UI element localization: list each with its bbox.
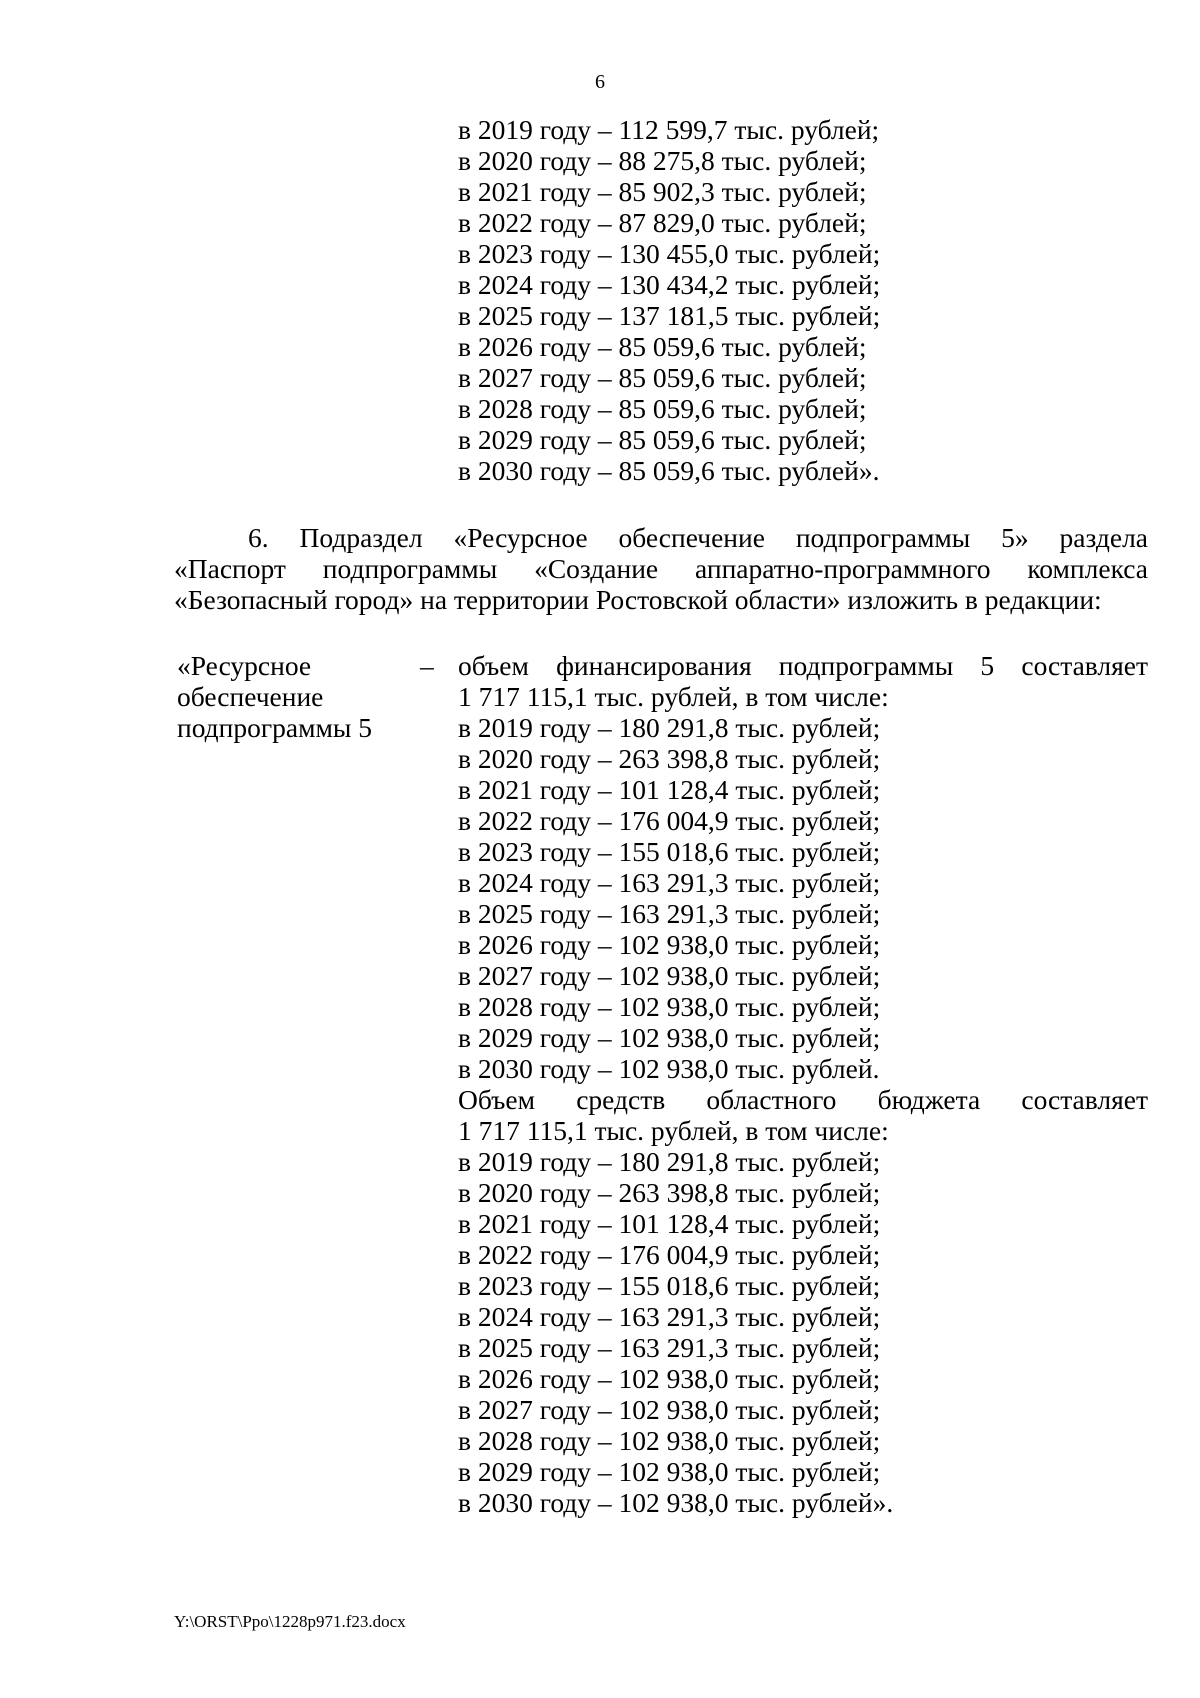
funding-line: в 2021 году – 85 902,3 тыс. рублей; bbox=[458, 176, 867, 207]
paragraph-line: «Паспорт подпрограммы «Создание аппаратно-программного комплекса bbox=[174, 553, 1148, 584]
funding-line: в 2026 году – 102 938,0 тыс. рублей; bbox=[458, 1363, 881, 1394]
funding-list-previous bbox=[458, 114, 880, 486]
funding-line: в 2028 году – 102 938,0 тыс. рублей; bbox=[458, 991, 881, 1022]
funding-line: в 2029 году – 102 938,0 тыс. рублей; bbox=[458, 1022, 881, 1053]
total-funding-amount: 1 717 115,1 тыс. рублей, в том числе: bbox=[458, 681, 889, 712]
funding-line: в 2028 году – 85 059,6 тыс. рублей; bbox=[458, 393, 867, 424]
funding-line: в 2022 году – 176 004,9 тыс. рублей; bbox=[458, 1239, 881, 1270]
file-path-footer: Y:\ORST\Ppo\1228p971.f23.docx bbox=[174, 1612, 406, 1631]
funding-line: в 2020 году – 263 398,8 тыс. рублей; bbox=[458, 743, 881, 774]
funding-line: в 2026 году – 102 938,0 тыс. рублей; bbox=[458, 929, 881, 960]
funding-line: в 2029 году – 85 059,6 тыс. рублей; bbox=[458, 424, 867, 455]
amendment-paragraph bbox=[174, 522, 1148, 615]
funding-line: в 2027 году – 102 938,0 тыс. рублей; bbox=[458, 1394, 881, 1425]
label-line: подпрограммы 5 bbox=[177, 712, 373, 743]
funding-line: в 2022 году – 87 829,0 тыс. рублей; bbox=[458, 207, 867, 238]
funding-line: в 2022 году – 176 004,9 тыс. рублей; bbox=[458, 805, 881, 836]
funding-line: в 2020 году – 88 275,8 тыс. рублей; bbox=[458, 145, 867, 176]
label-line: «Ресурсное bbox=[177, 650, 312, 681]
total-funding-intro: объем финансирования подпрограммы 5 составляет bbox=[458, 650, 1148, 681]
funding-line: в 2023 году – 155 018,6 тыс. рублей; bbox=[458, 1270, 881, 1301]
funding-line: в 2028 году – 102 938,0 тыс. рублей; bbox=[458, 1425, 881, 1456]
paragraph-line: 6. Подраздел «Ресурсное обеспечение подпрограммы 5» раздела bbox=[248, 522, 1148, 553]
funding-line: в 2027 году – 102 938,0 тыс. рублей; bbox=[458, 960, 881, 991]
funding-line: в 2025 году – 163 291,3 тыс. рублей; bbox=[458, 1332, 881, 1363]
page-number: 6 bbox=[595, 71, 605, 93]
label-line: обеспечение bbox=[177, 681, 324, 712]
funding-line: в 2029 году – 102 938,0 тыс. рублей; bbox=[458, 1456, 881, 1487]
funding-line: в 2023 году – 155 018,6 тыс. рублей; bbox=[458, 836, 881, 867]
funding-line: в 2026 году – 85 059,6 тыс. рублей; bbox=[458, 331, 867, 362]
funding-line: в 2030 году – 102 938,0 тыс. рублей. bbox=[458, 1053, 880, 1084]
resource-label bbox=[177, 650, 397, 743]
funding-line: в 2019 году – 112 599,7 тыс. рублей; bbox=[458, 114, 880, 145]
regional-budget-amount: 1 717 115,1 тыс. рублей, в том числе: bbox=[458, 1115, 889, 1146]
funding-line: в 2030 году – 102 938,0 тыс. рублей». bbox=[458, 1487, 894, 1518]
label-dash: – bbox=[420, 650, 434, 681]
funding-line: в 2020 году – 263 398,8 тыс. рублей; bbox=[458, 1177, 881, 1208]
regional-budget-intro: Объем средств областного бюджета составляет bbox=[458, 1084, 1148, 1115]
funding-line: в 2025 году – 163 291,3 тыс. рублей; bbox=[458, 898, 881, 929]
funding-line: в 2030 году – 85 059,6 тыс. рублей». bbox=[458, 455, 880, 486]
funding-line: в 2024 году – 163 291,3 тыс. рублей; bbox=[458, 1301, 881, 1332]
resource-values bbox=[458, 650, 1148, 1518]
funding-line: в 2019 году – 180 291,8 тыс. рублей; bbox=[458, 1146, 881, 1177]
funding-line: в 2024 году – 163 291,3 тыс. рублей; bbox=[458, 867, 881, 898]
funding-line: в 2023 году – 130 455,0 тыс. рублей; bbox=[458, 238, 881, 269]
funding-line: в 2024 году – 130 434,2 тыс. рублей; bbox=[458, 269, 881, 300]
funding-line: в 2025 году – 137 181,5 тыс. рублей; bbox=[458, 300, 881, 331]
paragraph-line: «Безопасный город» на территории Ростовской области» изложить в редакции: bbox=[174, 584, 1102, 615]
funding-line: в 2021 году – 101 128,4 тыс. рублей; bbox=[458, 1208, 881, 1239]
funding-line: в 2019 году – 180 291,8 тыс. рублей; bbox=[458, 712, 881, 743]
funding-line: в 2027 году – 85 059,6 тыс. рублей; bbox=[458, 362, 867, 393]
funding-line: в 2021 году – 101 128,4 тыс. рублей; bbox=[458, 774, 881, 805]
